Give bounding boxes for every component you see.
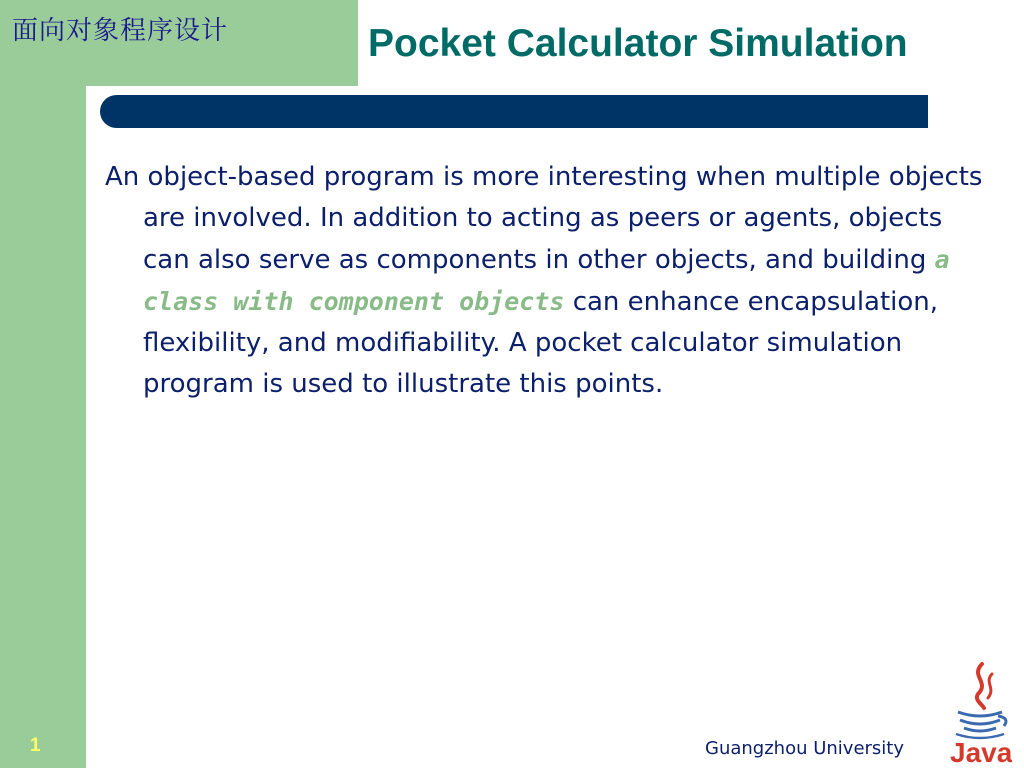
java-logo-icon	[948, 660, 1012, 770]
body-paragraph	[105, 157, 983, 405]
course-title: 面向对象程序设计	[12, 16, 229, 46]
slide-title: Pocket Calculator Simulation	[368, 22, 908, 65]
footer-institution: Guangzhou University	[705, 738, 905, 759]
java-logo-text: Java	[950, 737, 1012, 766]
left-sidebar-panel	[0, 0, 86, 768]
title-underline-bar	[100, 95, 928, 128]
page-number: 1	[30, 735, 41, 756]
paragraph-text-after: can enhance encapsulation, flexibility, and modifiability. A pocket calculator simulation program is used to illustrate this points.	[143, 287, 939, 399]
paragraph-text-before: An object-based program is more interesting when multiple objects are involved. In addition to acting as peers or agents, objects can also serve as components in other objects, and building	[105, 162, 983, 275]
highlight-text: a class with component objects	[143, 245, 950, 316]
